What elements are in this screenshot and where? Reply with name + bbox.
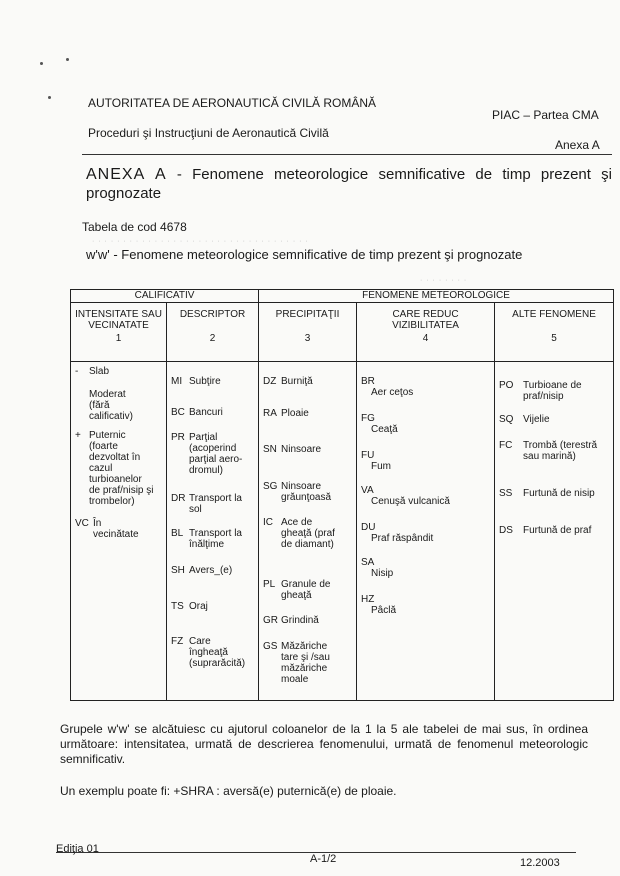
code-label: Grindină [281,615,319,626]
code-label: Ace de gheaţă (praf de diamant) [281,517,335,550]
code-label: Nisip [371,568,394,579]
code: IC [263,517,274,528]
col-header-other [495,303,614,362]
weather-code-table [70,289,614,701]
code: BL [171,528,184,539]
intensity-symbol: - [75,366,79,377]
col-header-other-title: ALTE FENOMENE [512,309,596,320]
col-header-precipitation [259,303,357,362]
list-item [263,376,354,387]
list-item [361,522,492,544]
list-item [263,408,354,419]
list-item [499,414,611,425]
scan-speck [66,58,69,61]
col-header-intensity-title: INTENSITATE SAU VECINATATE [75,309,162,331]
list-item [499,525,611,536]
other-phenomena-cell [495,362,614,701]
bleed-through-text: · · · · · · · · · · · · · · · · · · · · · · · · · · · · · · · · · · · [92,238,309,245]
authority-name: AUTORITATEA DE AERONAUTICĂ CIVILĂ ROMÂNĂ [88,96,377,110]
list-item [499,488,611,499]
list-item [171,407,256,418]
col-header-descriptor-title: DESCRIPTOR [179,309,246,320]
intensity-label: În vecinătate [93,518,139,540]
code-label: Avers_(e) [189,565,233,576]
edition-label: Ediţia 01 [56,843,99,855]
descriptor-cell [167,362,259,701]
code-label: Oraj [189,601,208,612]
code: PR [171,432,185,443]
scan-speck [40,62,43,65]
list-item [361,594,492,616]
code: SS [499,488,513,499]
col-header-other-num: 5 [551,333,557,344]
annex-label: Anexa A [555,138,600,152]
list-item [499,380,611,402]
code: SG [263,481,278,492]
intensity-symbol: VC [75,518,89,529]
list-item [263,444,354,455]
list-item [499,440,611,462]
list-item [361,376,492,398]
intensity-cell [71,362,167,701]
code-label: Furtună de nisip [523,488,595,499]
annex-title-rest: - Fenomene meteorologice semnificative de timp prezent şi prognozate [86,166,612,202]
col-header-intensity [71,303,167,362]
code-label: Ploaie [281,408,309,419]
col-header-descriptor-num: 2 [209,333,216,344]
list-item [75,430,164,507]
list-item [361,557,492,579]
code-label: Cenuşă vulcanică [371,496,450,507]
code: DS [499,525,513,536]
intensity-symbol: + [75,430,81,441]
qualifier-group-header: CALIFICATIV [71,290,259,303]
list-item [361,450,492,472]
intensity-label: Slab [89,366,110,377]
code: VA [361,485,374,496]
col-header-intensity-num: 1 [115,333,122,344]
code: TS [171,601,184,612]
code: FG [361,413,375,424]
annex-title-lead: ANEXA A [86,166,167,183]
scan-speck [48,96,51,99]
code: SQ [499,414,514,425]
code: PO [499,380,514,391]
code-label: Praf răspândit [371,533,434,544]
code-label: Aer ceţos [371,387,414,398]
code: MI [171,376,183,387]
code-label: Care îngheaţă (suprarăcită) [189,636,246,669]
code: FC [499,440,513,451]
code-label: Bancuri [189,407,223,418]
col-header-visibility-num: 4 [422,333,429,344]
code-label: Granule de gheaţă [281,579,331,601]
code-table-label: Tabela de cod 4678 [82,220,187,234]
code: BC [171,407,185,418]
intensity-label: Puternic (foarte dezvoltat în cazul turbioanelor de praf/nisip şi trombelor) [89,430,154,507]
code: GR [263,615,279,626]
code: DU [361,522,376,533]
code-label: Trombă (terestră sau marină) [523,440,598,462]
list-item [361,485,492,507]
annex-title [86,165,612,203]
list-item [75,389,164,422]
procedures-title: Proceduri şi Instrucţiuni de Aeronautică Civilă [88,126,329,140]
list-item [361,413,492,435]
part-label: PIAC – Partea CMA [492,108,599,122]
code-label: Pâclă [371,605,397,616]
example-paragraph: Un exemplu poate fi: +SHRA : aversă(e) puternică(e) de ploaie. [60,784,397,798]
edition-date: 12.2003 [520,857,560,869]
code-label: Subţire [189,376,221,387]
code-label: Furtună de praf [523,525,592,536]
bleed-through-text: · · · · · · · · [420,277,468,284]
col-header-descriptor [167,303,259,362]
code-label: Ceaţă [371,424,398,435]
list-item [171,376,256,387]
code: SH [171,565,185,576]
code: FZ [171,636,184,647]
page-number: A-1/2 [310,853,337,865]
list-item [171,565,256,576]
col-header-precipitation-title: PRECIPITAŢII [275,309,340,320]
code: SN [263,444,277,455]
code: HZ [361,594,375,605]
code-label: Parţial (acoperind parţial aero-dromul) [189,432,243,476]
code-label: Vijelie [523,414,550,425]
list-item [263,615,354,626]
list-item [75,518,164,540]
list-item [171,432,256,476]
precipitation-cell [259,362,357,701]
list-item [263,481,354,503]
code: DZ [263,376,277,387]
intensity-label: Moderat (fără calificativ) [89,389,133,422]
code-label: Transport la sol [189,493,242,515]
col-header-visibility-title: CARE REDUC VIZIBILITATEA [392,309,459,331]
code: SA [361,557,375,568]
code: PL [263,579,276,590]
code-label: Transport la înălţime [189,528,242,550]
list-item [171,636,256,669]
code-label: Ninsoare grăunţoasă [281,481,332,503]
list-item [263,641,354,685]
list-item [75,366,164,377]
col-header-precipitation-num: 3 [304,333,311,344]
list-item [263,579,354,601]
code-label: Ninsoare [281,444,322,455]
code-label: Turbioane de praf/nisip [523,380,582,402]
list-item [263,517,354,550]
table-title: w'w' - Fenomene meteorologice semnificative de timp prezent şi prognozate [86,247,523,262]
phenomena-group-header: FENOMENE METEOROLOGICE [259,290,614,303]
list-item [171,528,256,550]
header-rule [82,154,612,155]
list-item [171,493,256,515]
list-item [171,601,256,612]
col-header-visibility [357,303,495,362]
code-label: Fum [371,461,392,472]
code: BR [361,376,375,387]
code: RA [263,408,277,419]
code-label: Burniţă [281,376,313,387]
code: DR [171,493,186,504]
code: GS [263,641,278,652]
code: FU [361,450,375,461]
explanation-paragraph: Grupele w'w' se alcătuiesc cu ajutorul coloanelor de la 1 la 5 ale tabelei de mai sus, în ordinea următoare: intensitatea, urmată de descrierea fenomenului, urmată de fenomenul meteorologic semnificativ. [60,722,588,766]
visibility-cell [357,362,495,701]
code-label: Măzăriche tare şi /sau măzăriche moale [281,641,330,685]
